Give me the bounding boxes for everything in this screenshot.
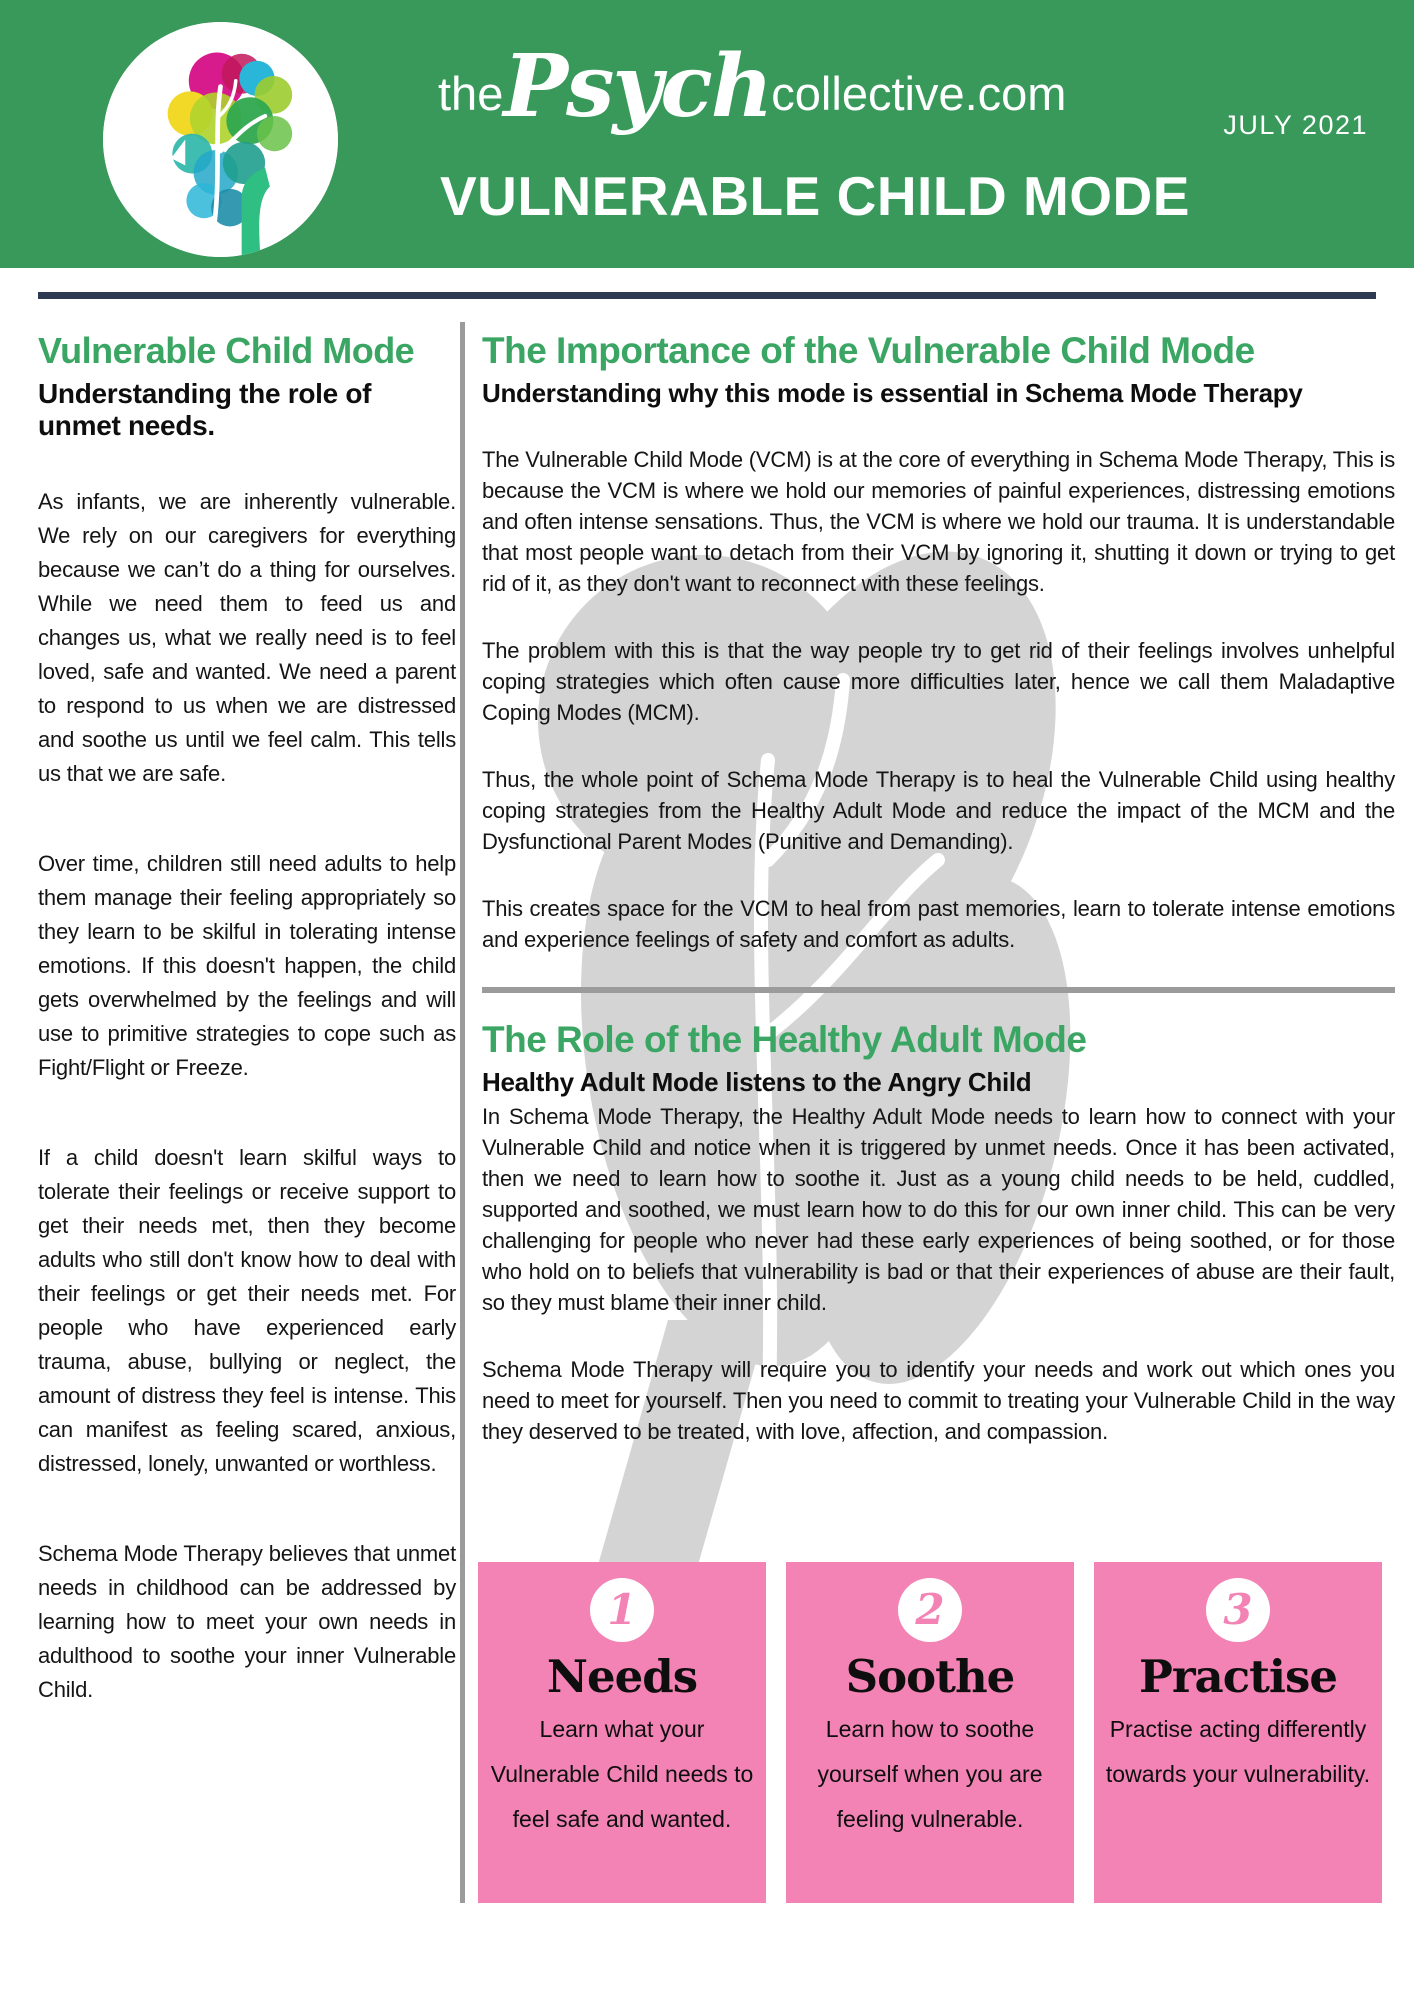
steps-row — [478, 1562, 1382, 1903]
issue-date: JULY 2021 — [1223, 110, 1368, 140]
card-text: Practise acting differently towards your vulnerability. — [1105, 1716, 1371, 1787]
card-practise — [1094, 1562, 1382, 1903]
step-number: 2 — [915, 1585, 945, 1634]
step-number: 3 — [1223, 1585, 1253, 1634]
right-column — [482, 330, 1395, 1447]
brand-suffix: collective.com — [771, 67, 1067, 120]
brand-script: Psych — [503, 36, 772, 137]
card-needs — [478, 1562, 766, 1903]
card-soothe — [786, 1562, 1074, 1903]
brand-prefix: the — [438, 67, 504, 120]
step-number-badge — [590, 1578, 654, 1642]
left-paragraph-3: If a child doesn't learn skilful ways to tolerate their feelings or receive support to get their needs met, then they become adults who still don't know how to deal with their feelings or get their needs met. For people who have experienced early trauma, abuse, bullying or neglect, the amount of distress they feel is intense. This can manifest as feeling scared, anxious, distressed, lonely, unwanted or worthless. — [38, 1144, 456, 1476]
importance-paragraph-3: Thus, the whole point of Schema Mode Therapy is to heal the Vulnerable Child using healthy coping strategies from the Healthy Adult Mode and reduce the impact of the MCM and the Dysfunctional Parent Modes (Punitive and Demanding). — [482, 767, 1395, 855]
importance-paragraph-2: The problem with this is that the way people try to get rid of their feelings involves unhelpful coping strategies which often cause more difficulties later, hence we call them Maladaptive Coping Modes (MCM). — [482, 638, 1395, 726]
brand-wordmark — [438, 30, 1067, 137]
left-paragraph-4: Schema Mode Therapy believes that unmet needs in childhood can be addressed by learning how to meet your own needs in adulthood to soothe your inner Vulnerable Child. — [38, 1540, 456, 1702]
card-text: Learn how to soothe yourself when you are feeling vulnerable. — [817, 1716, 1043, 1832]
left-column — [38, 330, 456, 1707]
left-paragraph-2: Over time, children still need adults to help them manage their feeling appropriately so they learn to be skilful in tolerating intense emotions. If this doesn't happen, the child gets overwhelmed by the feelings and will use to primitive strategies to cope such as Fight/Flight or Freeze. — [38, 850, 456, 1080]
header-banner — [0, 0, 1414, 268]
page-title: VULNERABLE CHILD MODE — [440, 165, 1190, 227]
step-number: 1 — [607, 1585, 637, 1634]
card-title: Soothe — [845, 1650, 1015, 1703]
card-title: Needs — [546, 1650, 698, 1703]
step-number-badge — [1206, 1578, 1270, 1642]
role-heading: The Role of the Healthy Adult Mode — [482, 1019, 1087, 1061]
importance-heading: The Importance of the Vulnerable Child Mode — [482, 330, 1255, 371]
section-divider — [482, 987, 1395, 993]
head-tree-icon — [103, 22, 338, 257]
importance-subheading: Understanding why this mode is essential in Schema Mode Therapy — [482, 378, 1303, 408]
left-section-subheading: Understanding the role of unmet needs. — [38, 378, 372, 442]
column-divider — [460, 322, 465, 1903]
left-section-heading: Vulnerable Child Mode — [38, 330, 415, 371]
importance-paragraph-1: The Vulnerable Child Mode (VCM) is at the core of everything in Schema Mode Therapy, This is because the VCM is where we hold our memories of painful experiences, distressing emotions and often intense sensations. Thus, the VCM is where we hold our trauma. It is understandable that most people want to detach from their VCM by ignoring it, shutting it down or trying to get rid of it, as they don't want to reconnect with these feelings. — [482, 447, 1395, 597]
left-paragraph-1: As infants, we are inherently vulnerable. We rely on our caregivers for everything because we can’t do a thing for ourselves. While we need them to feed us and changes us, what we really need is to feel loved, safe and wanted. We need a parent to respond to us when we are distressed and soothe us until we feel calm. This tells us that we are safe. — [38, 488, 456, 786]
step-number-badge — [898, 1578, 962, 1642]
header-rule — [38, 292, 1376, 299]
role-paragraph-2: Schema Mode Therapy will require you to identify your needs and work out which ones you need to meet for yourself. Then you need to commit to treating your Vulnerable Child in the way they deserved to be treated, with love, affection, and compassion. — [482, 1357, 1395, 1445]
role-paragraph-1: In Schema Mode Therapy, the Healthy Adult Mode needs to learn how to connect with your Vulnerable Child and notice when it is triggered by unmet needs. Once it has been activated, then we need to learn how to soothe it. Just as a young child needs to be held, cuddled, supported and soothed, we must learn how to do this for our own inner child. This can be very challenging for people who never had these early experiences of being soothed, or for those who hold on to beliefs that vulnerability is bad or that their experiences of abuse are their fault, so they must blame their inner child. — [482, 1104, 1395, 1316]
role-subheading: Healthy Adult Mode listens to the Angry Child — [482, 1067, 1032, 1098]
importance-paragraph-4: This creates space for the VCM to heal from past memories, learn to tolerate intense emotions and experience feelings of safety and comfort as adults. — [482, 896, 1395, 953]
card-text: Learn what your Vulnerable Child needs to feel safe and wanted. — [490, 1716, 754, 1832]
card-title: Practise — [1139, 1650, 1337, 1703]
psych-collective-logo — [103, 22, 338, 257]
